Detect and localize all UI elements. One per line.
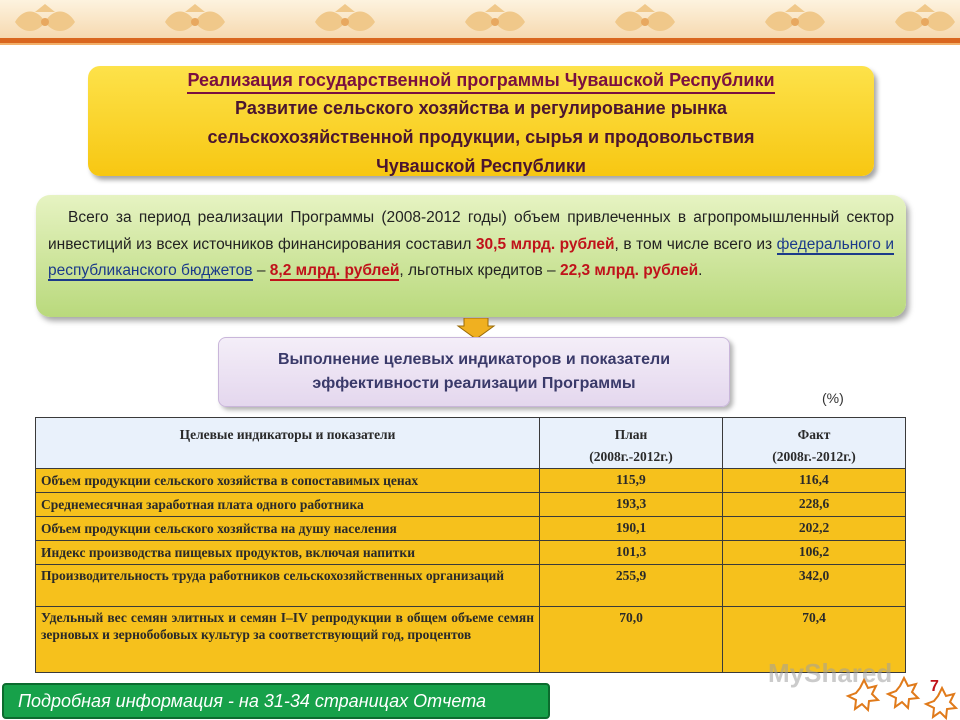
header-indicator: Целевые индикаторы и показатели [36,418,540,469]
indicators-heading-box [218,337,730,407]
plan-value: 70,0 [540,607,723,673]
table-header-row [36,418,906,469]
total-investment-amount: 30,5 млрд. рублей [475,235,615,253]
program-subtitle-line2: сельскохозяйственной продукции, сырья и продовольствия [207,127,755,147]
table-row [36,517,906,541]
summary-text-2: , в том числе всего из [614,235,773,253]
indicator-name: Среднемесячная заработная плата одного работника [36,493,540,517]
indicators-table [35,417,906,673]
program-subtitle-line3: Чувашской Республики [376,156,586,176]
plan-value: 255,9 [540,565,723,607]
fact-value: 116,4 [723,469,906,493]
summary-period: . [698,262,703,279]
table-row [36,565,906,607]
plan-value: 101,3 [540,541,723,565]
indicator-name: Производительность труда работников сельскохозяйственных организаций [36,565,540,607]
plan-value: 190,1 [540,517,723,541]
investment-summary-box [36,195,906,317]
fact-value: 106,2 [723,541,906,565]
page-number: 7 [930,678,939,695]
ornament-pattern-icon [0,0,960,50]
decorative-stars-icon [842,668,960,720]
budget-phrase: федерального и республиканского бюджетов [48,235,895,279]
program-subtitle-line1: Развитие сельского хозяйства и регулирование рынка [235,98,727,118]
report-reference-banner[interactable]: Подробная информация - на 31-34 страницах Отчета [2,683,550,719]
top-ornament-band [0,0,960,50]
summary-dash: – [256,262,266,279]
watermark-logo: MyShared [768,658,893,688]
fact-value: 228,6 [723,493,906,517]
fact-value: 202,2 [723,517,906,541]
unit-label: (%) [822,390,844,406]
credit-amount: 22,3 млрд. рублей [559,262,699,279]
indicators-heading-line2: эффективности реализации Программы [312,375,636,392]
summary-text-3: , льготных кредитов – [399,262,556,279]
indicator-name: Индекс производства пищевых продуктов, включая напитки [36,541,540,565]
table-row [36,469,906,493]
header-plan: План (2008г.-2012г.) [540,418,723,469]
budget-amount: 8,2 млрд. рублей [269,262,400,279]
program-title: Реализация государственной программы Чувашской Республики [187,69,774,94]
plan-value: 115,9 [540,469,723,493]
table-row [36,541,906,565]
indicator-name: Удельный вес семян элитных и семян I–IV репродукции в общем объеме семян зерновых и зернобобовых культур за соответствующий год, процентов [36,607,540,673]
plan-value: 193,3 [540,493,723,517]
table-row [36,493,906,517]
indicator-name: Объем продукции сельского хозяйства на душу населения [36,517,540,541]
indicators-heading-line1: Выполнение целевых индикаторов и показатели [277,351,671,368]
header-fact: Факт (2008г.-2012г.) [723,418,906,469]
indicator-name: Объем продукции сельского хозяйства в сопоставимых ценах [36,469,540,493]
title-box [88,66,874,176]
fact-value: 70,4 [723,607,906,673]
fact-value: 342,0 [723,565,906,607]
summary-text-1: Всего за период реализации Программы (2008-2012 годы) объем привлеченных в агропромышленный сектор инвестиций из всех источников финансирования составил [48,209,894,253]
